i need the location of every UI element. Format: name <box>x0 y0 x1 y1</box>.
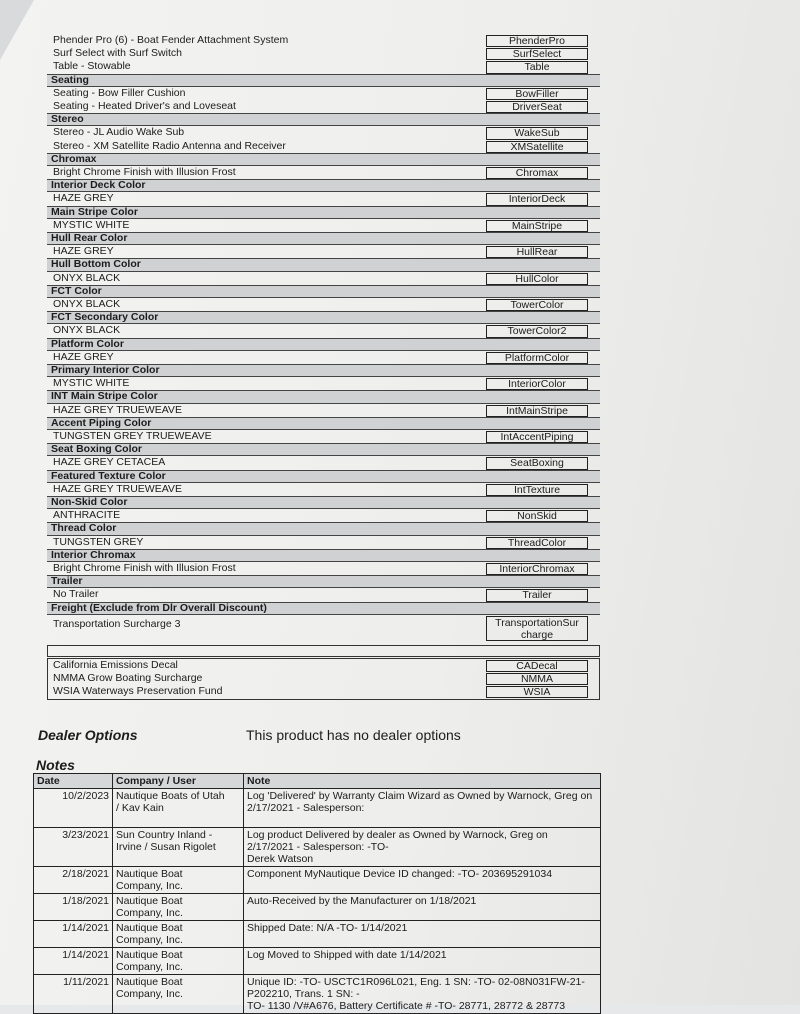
option-row <box>0 60 800 73</box>
option-category-header: FCT Color <box>47 285 600 298</box>
note-text-line <box>247 934 597 946</box>
option-row <box>0 87 800 100</box>
option-code: XMSatellite <box>486 141 588 153</box>
option-row <box>0 377 800 390</box>
option-row <box>0 298 800 311</box>
option-row <box>0 272 800 285</box>
option-label: MYSTIC WHITE <box>53 377 130 390</box>
note-company <box>113 894 244 921</box>
note-text <box>244 975 601 1014</box>
notes-title: Notes <box>36 757 75 773</box>
option-row <box>0 588 800 601</box>
option-label: HAZE GREY TRUEWEAVE <box>53 482 182 495</box>
option-category-header: Featured Texture Color <box>47 470 600 483</box>
option-code: ThreadColor <box>486 537 588 549</box>
option-code: Trailer <box>486 589 588 601</box>
option-row <box>0 140 800 153</box>
option-code: Table <box>486 61 588 73</box>
notes-table <box>33 773 601 1014</box>
option-row <box>0 166 800 179</box>
option-category-header: Freight (Exclude from Dlr Overall Discount) <box>47 602 600 615</box>
note-row <box>34 894 601 921</box>
notes-body <box>34 789 601 1014</box>
option-category-header: Thread Color <box>47 522 600 535</box>
option-code: PhenderPro <box>486 35 588 47</box>
option-category-header: Hull Rear Color <box>47 232 600 245</box>
option-label: Transportation Surcharge 3 <box>53 617 181 630</box>
note-date: 1/14/2021 <box>34 948 113 975</box>
note-company-line: Nautique Boats of Utah <box>116 790 225 802</box>
option-label: Stereo - JL Audio Wake Sub <box>53 126 185 139</box>
option-code: HullColor <box>486 273 588 285</box>
note-date: 1/11/2021 <box>34 975 113 1014</box>
option-code: IntMainStripe <box>486 405 588 417</box>
note-company <box>113 789 244 828</box>
option-code: SeatBoxing <box>486 457 588 469</box>
note-company-line: Company, Inc. <box>116 988 183 1000</box>
option-row <box>0 324 800 337</box>
option-category-header: Interior Deck Color <box>47 179 600 192</box>
note-company-line: Company, Inc. <box>116 934 183 946</box>
note-text-line: Component MyNautique Device ID changed: -TO- 203695291034 <box>247 868 553 880</box>
option-code: InteriorColor <box>486 378 588 390</box>
note-text <box>244 948 601 975</box>
option-category-header: Main Stripe Color <box>47 206 600 219</box>
option-row <box>0 192 800 205</box>
option-label: Stereo - XM Satellite Radio Antenna and Receiver <box>53 139 286 152</box>
option-row <box>0 536 800 549</box>
note-text-line: Log 'Delivered' by Warranty Claim Wizard as Owned by Warnock, Greg on 2/17/2021 - Salesperson: <box>247 790 593 814</box>
option-row <box>0 47 800 60</box>
note-text-line: Unique ID: -TO- USCTC1R096L021, Eng. 1 SN: -TO- 02-08N031FW-21-P202210, Trans. 1 SN: - <box>247 976 585 1000</box>
option-code: Chromax <box>486 167 588 179</box>
option-category-header: Trailer <box>47 575 600 588</box>
option-row <box>0 219 800 232</box>
option-code: DriverSeat <box>486 101 588 113</box>
option-category-header: Non-Skid Color <box>47 496 600 509</box>
note-date: 10/2/2023 <box>34 789 113 828</box>
option-row <box>0 509 800 522</box>
option-category-header: FCT Secondary Color <box>47 311 600 324</box>
option-category-header: Stereo <box>47 113 600 126</box>
note-date: 1/18/2021 <box>34 894 113 921</box>
option-code: InteriorChromax <box>486 563 588 575</box>
note-text <box>244 828 601 867</box>
note-company-line: Nautique Boat <box>116 868 183 880</box>
option-code-line: TransportationSur <box>495 616 579 629</box>
option-label: HAZE GREY <box>53 245 114 258</box>
option-label: ONYX BLACK <box>53 271 121 284</box>
option-category-header: INT Main Stripe Color <box>47 390 600 403</box>
note-row <box>34 948 601 975</box>
note-company-line: Company, Inc. <box>116 907 183 919</box>
option-label: HAZE GREY TRUEWEAVE <box>53 403 182 416</box>
option-code: TowerColor <box>486 299 588 311</box>
option-code: CADecal <box>486 660 588 672</box>
option-label: HAZE GREY CETACEA <box>53 456 166 469</box>
option-code <box>486 616 588 641</box>
option-label: ONYX BLACK <box>53 324 121 337</box>
option-row <box>0 245 800 258</box>
option-code: MainStripe <box>486 220 588 232</box>
blank-divider-row <box>47 645 600 657</box>
option-label: Seating - Heated Driver's and Loveseat <box>53 100 236 112</box>
option-label: NMMA Grow Boating Surcharge <box>53 672 203 684</box>
option-row <box>0 34 800 47</box>
option-label: HAZE GREY <box>53 192 114 205</box>
option-label: Phender Pro (6) - Boat Fender Attachment System <box>53 34 289 46</box>
dealer-options-title: Dealer Options <box>38 727 138 743</box>
note-date: 1/14/2021 <box>34 921 113 948</box>
dealer-options-text: This product has no dealer options <box>246 727 461 743</box>
note-text-line: TO- 1130 /V#A676, Battery Certificate # -TO- 28771, 28772 & 28773 <box>247 1000 566 1012</box>
option-code: InteriorDeck <box>486 193 588 205</box>
note-text-line <box>247 907 597 919</box>
option-row <box>0 100 800 113</box>
note-text <box>244 894 601 921</box>
note-text <box>244 921 601 948</box>
note-text-line: Log product Delivered by dealer as Owned by Warnock, Greg on 2/17/2021 - Salesperson: -TO- <box>247 829 548 853</box>
option-row <box>0 351 800 364</box>
option-row <box>0 126 800 139</box>
option-label: TUNGSTEN GREY TRUEWEAVE <box>53 430 212 442</box>
option-category-header: Accent Piping Color <box>47 417 600 430</box>
note-column-header: Note <box>244 774 601 789</box>
note-row <box>34 789 601 828</box>
option-code: WSIA <box>486 686 588 698</box>
option-category-header: Hull Bottom Color <box>47 258 600 271</box>
note-company-line: / Kav Kain <box>116 802 164 814</box>
note-company <box>113 867 244 894</box>
option-category-header: Seating <box>47 74 600 87</box>
date-column-header: Date <box>34 774 113 789</box>
fees-group-border <box>47 658 600 701</box>
company-column-header: Company / User <box>113 774 244 789</box>
note-text <box>244 789 601 828</box>
note-row <box>34 975 601 1014</box>
option-row <box>0 404 800 417</box>
option-category-header: Primary Interior Color <box>47 364 600 377</box>
option-code-line: charge <box>520 628 554 641</box>
option-category-header: Interior Chromax <box>47 549 600 562</box>
note-row <box>34 828 601 867</box>
option-code: WakeSub <box>486 127 588 139</box>
option-code: NMMA <box>486 673 588 685</box>
note-text-line: Auto-Received by the Manufacturer on 1/18/2021 <box>247 895 477 907</box>
note-text <box>244 867 601 894</box>
note-company <box>113 948 244 975</box>
option-label: MYSTIC WHITE <box>53 218 130 231</box>
option-code: IntTexture <box>486 484 588 496</box>
option-code: NonSkid <box>486 510 588 522</box>
option-code: PlatformColor <box>486 352 588 364</box>
option-label: HAZE GREY <box>53 350 114 363</box>
note-text-line: Derek Watson <box>247 853 314 865</box>
option-row <box>0 456 800 469</box>
option-category-header: Platform Color <box>47 338 600 351</box>
note-row <box>34 867 601 894</box>
note-text-line: Shipped Date: N/A -TO- 1/14/2021 <box>247 922 408 934</box>
option-code: BowFiller <box>486 88 588 100</box>
note-text-line: Log Moved to Shipped with date 1/14/2021 <box>247 949 447 961</box>
option-label: Table - Stowable <box>53 60 131 73</box>
note-text-line <box>247 880 597 892</box>
option-label: Seating - Bow Filler Cushion <box>53 86 186 99</box>
option-label: No Trailer <box>53 588 99 601</box>
option-row <box>0 483 800 496</box>
note-date: 2/18/2021 <box>34 867 113 894</box>
note-company-line: Irvine / Susan Rigolet <box>116 841 216 853</box>
option-label: Bright Chrome Finish with Illusion Frost <box>53 166 236 178</box>
option-code: TowerColor2 <box>486 325 588 337</box>
option-label: Surf Select with Surf Switch <box>53 47 182 60</box>
option-row <box>0 615 800 641</box>
option-category-header: Seat Boxing Color <box>47 443 600 456</box>
option-label: California Emissions Decal <box>53 658 178 671</box>
notes-header-row <box>34 774 601 789</box>
note-company-line: Nautique Boat <box>116 895 183 907</box>
note-text-line <box>247 814 597 826</box>
note-company-line: Nautique Boat <box>116 922 183 934</box>
note-company <box>113 828 244 867</box>
option-code: IntAccentPiping <box>486 431 588 443</box>
option-label: Bright Chrome Finish with Illusion Frost <box>53 562 236 574</box>
note-company-line: Nautique Boat <box>116 976 183 988</box>
option-row <box>0 430 800 443</box>
note-company-line: Nautique Boat <box>116 949 183 961</box>
option-code: SurfSelect <box>486 48 588 60</box>
option-code: HullRear <box>486 246 588 258</box>
note-row <box>34 921 601 948</box>
option-label: WSIA Waterways Preservation Fund <box>53 685 223 698</box>
note-company <box>113 921 244 948</box>
note-date: 3/23/2021 <box>34 828 113 867</box>
note-company-line: Company, Inc. <box>116 880 183 892</box>
option-label: TUNGSTEN GREY <box>53 535 144 548</box>
note-company <box>113 975 244 1014</box>
option-row <box>0 562 800 575</box>
option-category-header: Chromax <box>47 153 600 166</box>
option-label: ANTHRACITE <box>53 509 121 522</box>
option-label: ONYX BLACK <box>53 298 121 310</box>
note-company-line: Company, Inc. <box>116 961 183 973</box>
note-company-line: Sun Country Inland - <box>116 829 213 841</box>
note-text-line <box>247 961 597 973</box>
